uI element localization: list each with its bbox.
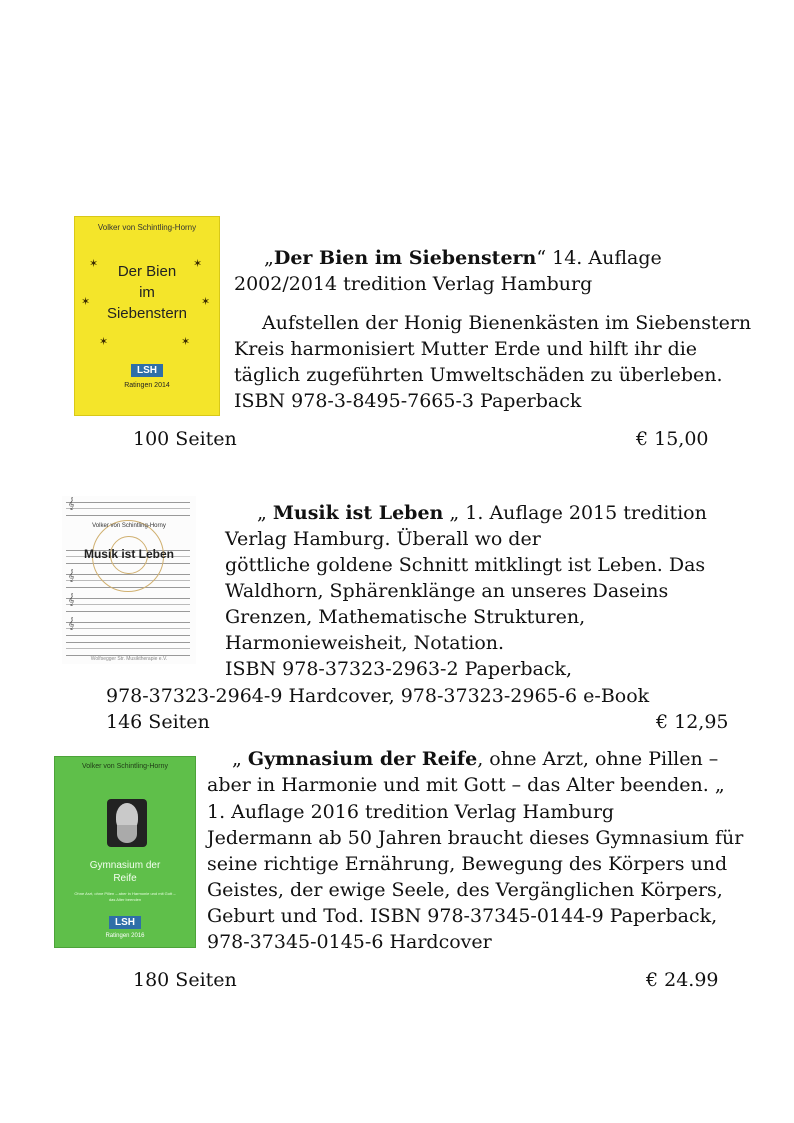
isbn-line: 978-37345-0145-6 Hardcover <box>207 931 492 953</box>
cover-author: Volker von Schintling-Horny <box>92 523 166 529</box>
quote-mark: „ <box>257 502 273 524</box>
price: € 24.99 <box>646 969 719 991</box>
cover-author: Volker von Schintling-Horny <box>82 763 168 770</box>
treble-clef-icon: 𝄞 <box>68 498 75 510</box>
description-line: Aufstellen der Honig Bienenkästen im Siebenstern <box>262 312 752 334</box>
price: € 15,00 <box>636 428 709 450</box>
bee-icon: ✶ <box>81 296 91 308</box>
edition-text: , ohne Arzt, ohne Pillen – <box>477 748 719 770</box>
music-staff <box>66 642 190 656</box>
page-count: 146 Seiten <box>106 711 210 733</box>
publisher-place: Ratingen 2014 <box>124 382 170 389</box>
description-line: aber in Harmonie und mit Gott – das Alter beenden. „ <box>207 774 725 796</box>
description-line: 1. Auflage 2016 tredition Verlag Hamburg <box>207 801 615 823</box>
cover-publisher <box>55 909 195 939</box>
cover-subtitle: Ohne Arzt, ohne Pillen – aber in Harmonie und mit Gott – das Alter beenden <box>74 891 176 902</box>
isbn-line: ISBN 978-3-8495-7665-3 Paperback <box>234 390 582 412</box>
book-title: Der Bien im Siebenstern <box>273 247 537 269</box>
bee-icon: ✶ <box>201 296 211 308</box>
cover-publisher <box>75 357 219 389</box>
treble-clef-icon: 𝄞 <box>68 618 75 630</box>
bee-icon: ✶ <box>99 336 109 348</box>
treble-clef-icon: 𝄞 <box>68 594 75 606</box>
cover-title <box>55 859 195 885</box>
quote-mark: „ <box>232 748 248 770</box>
music-staff <box>66 502 190 516</box>
cover-title-line: Reife <box>113 873 137 884</box>
bee-icon: ✶ <box>193 258 203 270</box>
book-title-line <box>264 245 662 271</box>
cover-footer: Wolfsegger Str. Musiktherapie e.V. <box>90 656 168 662</box>
description-line: 2002/2014 tredition Verlag Hamburg <box>234 273 593 295</box>
book-title-line <box>232 746 718 772</box>
publisher-logo: LSH <box>131 364 163 377</box>
treble-clef-icon: 𝄞 <box>68 570 75 582</box>
bust-beard <box>117 825 137 843</box>
description-line: Geistes, der ewige Seele, des Vergänglichen Körpers, <box>207 879 723 901</box>
cover-title: Musik ist Leben <box>83 547 175 561</box>
description-line: Jedermann ab 50 Jahren braucht dieses Gymnasium für <box>207 827 744 849</box>
description-line: Grenzen, Mathematische Strukturen, <box>225 606 586 628</box>
description-line: Verlag Hamburg. Überall wo der <box>225 528 541 550</box>
description-line: Waldhorn, Sphärenklänge an unseres Daseins <box>225 580 669 602</box>
quote-mark: „ <box>264 247 274 269</box>
book-cover-gymnasium-der-reife <box>54 756 196 948</box>
price: € 12,95 <box>656 711 729 733</box>
isbn-line: Geburt und Tod. ISBN 978-37345-0144-9 Paperback, <box>207 905 718 927</box>
description-line: seine richtige Ernährung, Bewegung des Körpers und <box>207 853 728 875</box>
book-title-line <box>257 500 707 526</box>
music-staff <box>66 598 190 612</box>
music-staff <box>66 622 190 636</box>
bee-icon: ✶ <box>181 336 191 348</box>
page-count: 100 Seiten <box>133 428 237 450</box>
cover-title-line: im <box>139 284 155 301</box>
description-line: göttliche goldene Schnitt mitklingt ist Leben. Das <box>225 554 706 576</box>
book-title: Gymnasium der Reife <box>247 748 478 770</box>
cover-title-line: Siebenstern <box>106 305 188 322</box>
description-line: täglich zugeführten Umweltschäden zu überleben. <box>234 364 723 386</box>
cover-title-line: Gymnasium der <box>89 860 161 871</box>
bee-icon: ✶ <box>89 258 99 270</box>
description-line: Kreis harmonisiert Mutter Erde und hilft ihr die <box>234 338 698 360</box>
isbn-line: ISBN 978-37323-2963-2 Paperback, <box>225 658 573 680</box>
cover-title-line: Der Bien <box>117 263 177 280</box>
book-cover-musik-ist-leben <box>62 496 196 664</box>
page-count: 180 Seiten <box>133 969 237 991</box>
edition-text: “ 14. Auflage <box>536 247 662 269</box>
book-cover-der-bien <box>74 216 220 416</box>
isbn-line: 978-37323-2964-9 Hardcover, 978-37323-2965-6 e-Book <box>106 685 650 707</box>
cover-title <box>75 261 219 324</box>
bust-portrait-icon <box>107 799 147 847</box>
publisher-logo: LSH <box>109 916 141 929</box>
edition-text: „ 1. Auflage 2015 tredition <box>443 502 707 524</box>
publisher-place: Ratingen 2016 <box>105 933 145 939</box>
book-title: Musik ist Leben <box>272 502 444 524</box>
description-line: Harmonieweisheit, Notation. <box>225 632 505 654</box>
cover-author: Volker von Schintling-Horny <box>97 223 197 232</box>
